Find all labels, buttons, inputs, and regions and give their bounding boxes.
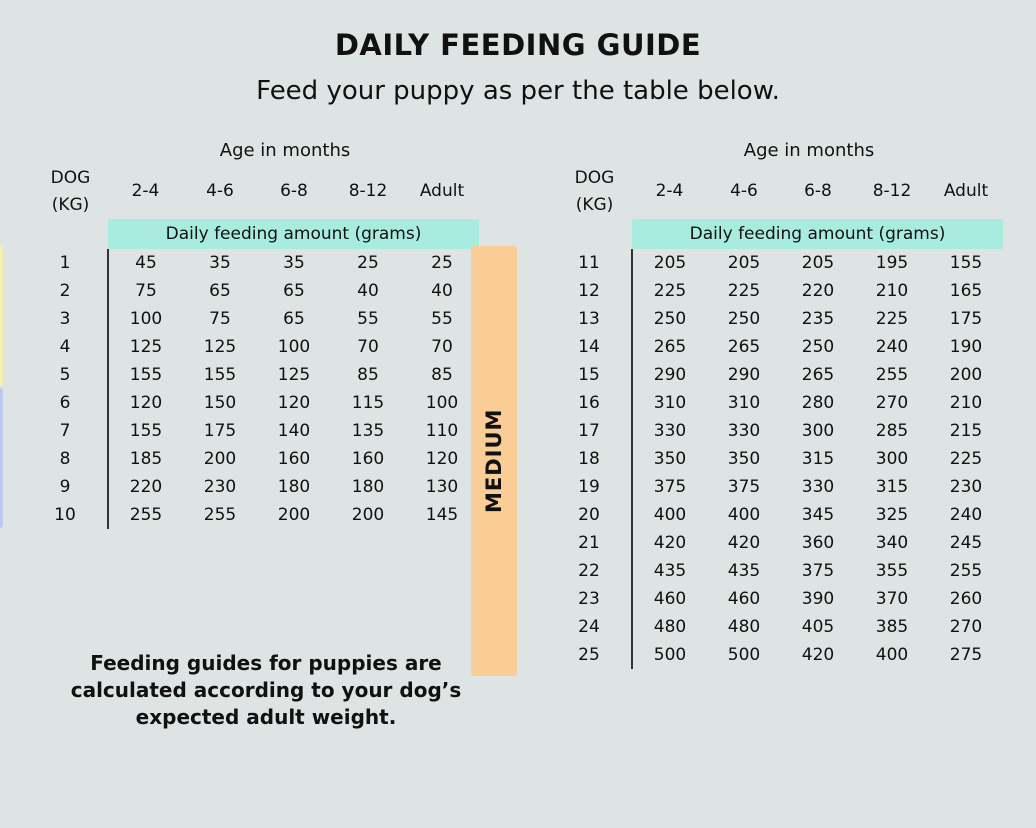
feed-value: 340	[875, 533, 909, 554]
kg-value: 23	[557, 585, 632, 613]
dog-header-line1: DOG	[50, 168, 91, 188]
feed-value: 385	[875, 617, 909, 638]
feed-value: 230	[203, 477, 237, 498]
kg-value: 6	[33, 389, 108, 417]
feed-value: 175	[203, 421, 237, 442]
feed-value: 240	[949, 505, 983, 526]
group-band-small	[0, 388, 3, 528]
age-label-left: Age in months	[219, 140, 351, 161]
feed-value: 75	[209, 309, 231, 330]
feed-value: 120	[129, 393, 163, 414]
footnote-text: Feeding guides for puppies are calculated according to your dog’s expected adult weight.	[70, 651, 462, 729]
table-row	[33, 361, 479, 389]
page-subtitle: Feed your puppy as per the table below.	[256, 76, 780, 106]
table-right	[557, 165, 1003, 669]
feed-value: 250	[653, 309, 687, 330]
dog-kg-header	[33, 165, 108, 219]
column-header-4-6: 4-6	[730, 181, 758, 202]
kg-value: 16	[557, 389, 632, 417]
kg-value: 22	[557, 557, 632, 585]
feed-value: 65	[209, 281, 231, 302]
feed-value: 315	[875, 477, 909, 498]
feed-value: 370	[875, 589, 909, 610]
table-row	[557, 249, 1003, 277]
feed-value: 205	[801, 253, 835, 274]
feed-value: 290	[727, 365, 761, 386]
daily-amount-banner: Daily feeding amount (grams)	[108, 219, 479, 249]
feed-value: 255	[203, 505, 237, 526]
banner-row	[557, 219, 1003, 249]
feed-value: 260	[949, 589, 983, 610]
feed-value: 375	[801, 561, 835, 582]
dog-kg-header	[557, 165, 632, 219]
feed-value: 270	[875, 393, 909, 414]
feed-value: 185	[129, 449, 163, 470]
feed-value: 85	[431, 365, 453, 386]
feed-value: 160	[277, 449, 311, 470]
feed-value: 35	[283, 253, 305, 274]
feed-value: 35	[209, 253, 231, 274]
kg-value: 9	[33, 473, 108, 501]
column-header-2-4: 2-4	[131, 181, 160, 202]
feed-value: 200	[277, 505, 311, 526]
table-row	[557, 333, 1003, 361]
kg-value: 1	[33, 249, 108, 277]
feed-value: 280	[801, 393, 835, 414]
kg-value: 19	[557, 473, 632, 501]
feed-value: 420	[653, 533, 687, 554]
feed-value: 225	[875, 309, 909, 330]
feed-value: 350	[727, 449, 761, 470]
feed-value: 205	[727, 253, 761, 274]
feed-value: 265	[727, 337, 761, 358]
kg-value: 7	[33, 417, 108, 445]
table-row	[557, 473, 1003, 501]
feed-value: 175	[949, 309, 983, 330]
feed-value: 420	[727, 533, 761, 554]
feed-value: 460	[653, 589, 687, 610]
feed-value: 420	[801, 645, 835, 666]
table-header-row	[557, 165, 1003, 219]
feed-value: 215	[949, 421, 983, 442]
table-row	[33, 277, 479, 305]
feed-value: 75	[135, 281, 157, 302]
column-header-4-6: 4-6	[206, 181, 234, 202]
feed-value: 155	[949, 253, 983, 274]
feed-value: 160	[351, 449, 385, 470]
banner-spacer	[557, 219, 632, 249]
feed-value: 40	[357, 281, 379, 302]
feed-value: 100	[425, 393, 459, 414]
table-row	[557, 277, 1003, 305]
table-left	[33, 165, 479, 529]
kg-value: 12	[557, 277, 632, 305]
table-row	[557, 417, 1003, 445]
feed-value: 330	[727, 421, 761, 442]
table-row	[557, 641, 1003, 669]
feed-value: 400	[727, 505, 761, 526]
table-row	[557, 557, 1003, 585]
feed-value: 255	[129, 505, 163, 526]
feed-value: 330	[653, 421, 687, 442]
feed-value: 130	[425, 477, 459, 498]
kg-value: 2	[33, 277, 108, 305]
kg-value: 17	[557, 417, 632, 445]
feed-value: 180	[277, 477, 311, 498]
feed-value: 275	[949, 645, 983, 666]
feed-value: 65	[283, 309, 305, 330]
feed-value: 435	[653, 561, 687, 582]
feed-value: 245	[949, 533, 983, 554]
feed-value: 165	[949, 281, 983, 302]
dog-header-line1: DOG	[574, 168, 615, 188]
feed-value: 140	[277, 421, 311, 442]
feed-value: 345	[801, 505, 835, 526]
feed-value: 400	[875, 645, 909, 666]
column-header-8-12: 8-12	[348, 181, 388, 202]
table-row	[33, 389, 479, 417]
kg-value: 8	[33, 445, 108, 473]
kg-value: 21	[557, 529, 632, 557]
page-title: DAILY FEEDING GUIDE	[334, 28, 702, 62]
table-row	[557, 501, 1003, 529]
feed-value: 355	[875, 561, 909, 582]
banner-spacer	[33, 219, 108, 249]
feed-value: 230	[949, 477, 983, 498]
feed-value: 435	[727, 561, 761, 582]
feed-value: 70	[431, 337, 453, 358]
feed-value: 210	[949, 393, 983, 414]
feed-value: 285	[875, 421, 909, 442]
feed-value: 500	[727, 645, 761, 666]
kg-value: 3	[33, 305, 108, 333]
feed-value: 325	[875, 505, 909, 526]
feed-value: 100	[277, 337, 311, 358]
feed-value: 100	[129, 309, 163, 330]
feed-value: 250	[801, 337, 835, 358]
feed-value: 210	[875, 281, 909, 302]
feed-value: 390	[801, 589, 835, 610]
feed-value: 310	[653, 393, 687, 414]
feed-value: 180	[351, 477, 385, 498]
feed-value: 125	[129, 337, 163, 358]
feed-value: 360	[801, 533, 835, 554]
feed-value: 55	[431, 309, 453, 330]
table-row	[557, 585, 1003, 613]
age-label-right: Age in months	[743, 140, 875, 161]
table-row	[557, 529, 1003, 557]
table-row	[33, 417, 479, 445]
table-row	[33, 305, 479, 333]
feed-value: 405	[801, 617, 835, 638]
feed-value: 45	[135, 253, 157, 274]
column-header-adult: Adult	[419, 181, 465, 202]
kg-value: 5	[33, 361, 108, 389]
feed-value: 40	[431, 281, 453, 302]
feed-value: 200	[203, 449, 237, 470]
feed-value: 235	[801, 309, 835, 330]
kg-value: 15	[557, 361, 632, 389]
feeding-table-right	[482, 140, 1003, 669]
group-band-medium: MEDIUM	[471, 246, 517, 676]
feed-value: 110	[425, 421, 459, 442]
column-header-6-8: 6-8	[280, 181, 308, 202]
feed-value: 460	[727, 589, 761, 610]
feed-value: 310	[727, 393, 761, 414]
feed-value: 255	[949, 561, 983, 582]
feed-value: 205	[653, 253, 687, 274]
table-row	[557, 613, 1003, 641]
daily-amount-banner: Daily feeding amount (grams)	[632, 219, 1003, 249]
feed-value: 125	[203, 337, 237, 358]
dog-header-line2: (KG)	[51, 195, 90, 216]
feed-value: 125	[277, 365, 311, 386]
feed-value: 195	[875, 253, 909, 274]
group-band-toy	[0, 246, 3, 386]
kg-value: 10	[33, 501, 108, 529]
feed-value: 145	[425, 505, 459, 526]
feed-value: 250	[727, 309, 761, 330]
table-row	[33, 445, 479, 473]
feed-value: 70	[357, 337, 379, 358]
table-header-row	[33, 165, 479, 219]
feed-value: 150	[203, 393, 237, 414]
feed-value: 375	[727, 477, 761, 498]
feed-value: 115	[351, 393, 385, 414]
feed-value: 300	[875, 449, 909, 470]
column-header-2-4: 2-4	[655, 181, 684, 202]
feed-value: 375	[653, 477, 687, 498]
feed-value: 200	[351, 505, 385, 526]
feed-value: 480	[653, 617, 687, 638]
feed-value: 240	[875, 337, 909, 358]
feed-value: 120	[425, 449, 459, 470]
table-row	[557, 361, 1003, 389]
feed-value: 225	[653, 281, 687, 302]
kg-value: 11	[557, 249, 632, 277]
table-row	[557, 389, 1003, 417]
feed-value: 25	[357, 253, 379, 274]
feed-value: 120	[277, 393, 311, 414]
kg-value: 25	[557, 641, 632, 669]
column-header-adult: Adult	[943, 181, 989, 202]
feed-value: 55	[357, 309, 379, 330]
feed-value: 155	[129, 421, 163, 442]
feed-value: 270	[949, 617, 983, 638]
kg-value: 14	[557, 333, 632, 361]
feed-value: 155	[129, 365, 163, 386]
feed-value: 480	[727, 617, 761, 638]
feed-value: 315	[801, 449, 835, 470]
feed-value: 500	[653, 645, 687, 666]
feed-value: 200	[949, 365, 983, 386]
kg-value: 20	[557, 501, 632, 529]
feed-value: 85	[357, 365, 379, 386]
feed-value: 155	[203, 365, 237, 386]
feed-value: 65	[283, 281, 305, 302]
feed-value: 135	[351, 421, 385, 442]
kg-value: 24	[557, 613, 632, 641]
feed-value: 25	[431, 253, 453, 274]
feed-value: 225	[727, 281, 761, 302]
kg-value: 4	[33, 333, 108, 361]
table-row	[33, 249, 479, 277]
feed-value: 220	[129, 477, 163, 498]
feed-value: 300	[801, 421, 835, 442]
banner-row	[33, 219, 479, 249]
table-row	[557, 305, 1003, 333]
feed-value: 350	[653, 449, 687, 470]
feeding-table-left	[33, 140, 479, 669]
feed-value: 220	[801, 281, 835, 302]
feed-value: 265	[653, 337, 687, 358]
table-row	[557, 445, 1003, 473]
feed-value: 330	[801, 477, 835, 498]
feed-value: 265	[801, 365, 835, 386]
feeding-tables	[0, 140, 1036, 669]
feed-value: 400	[653, 505, 687, 526]
feed-value: 255	[875, 365, 909, 386]
dog-header-line2: (KG)	[575, 195, 614, 216]
table-row	[33, 333, 479, 361]
table-row	[33, 501, 479, 529]
feed-value: 190	[949, 337, 983, 358]
kg-value: 13	[557, 305, 632, 333]
table-row	[33, 473, 479, 501]
column-header-6-8: 6-8	[804, 181, 832, 202]
kg-value: 18	[557, 445, 632, 473]
feed-value: 225	[949, 449, 983, 470]
feed-value: 290	[653, 365, 687, 386]
column-header-8-12: 8-12	[872, 181, 912, 202]
